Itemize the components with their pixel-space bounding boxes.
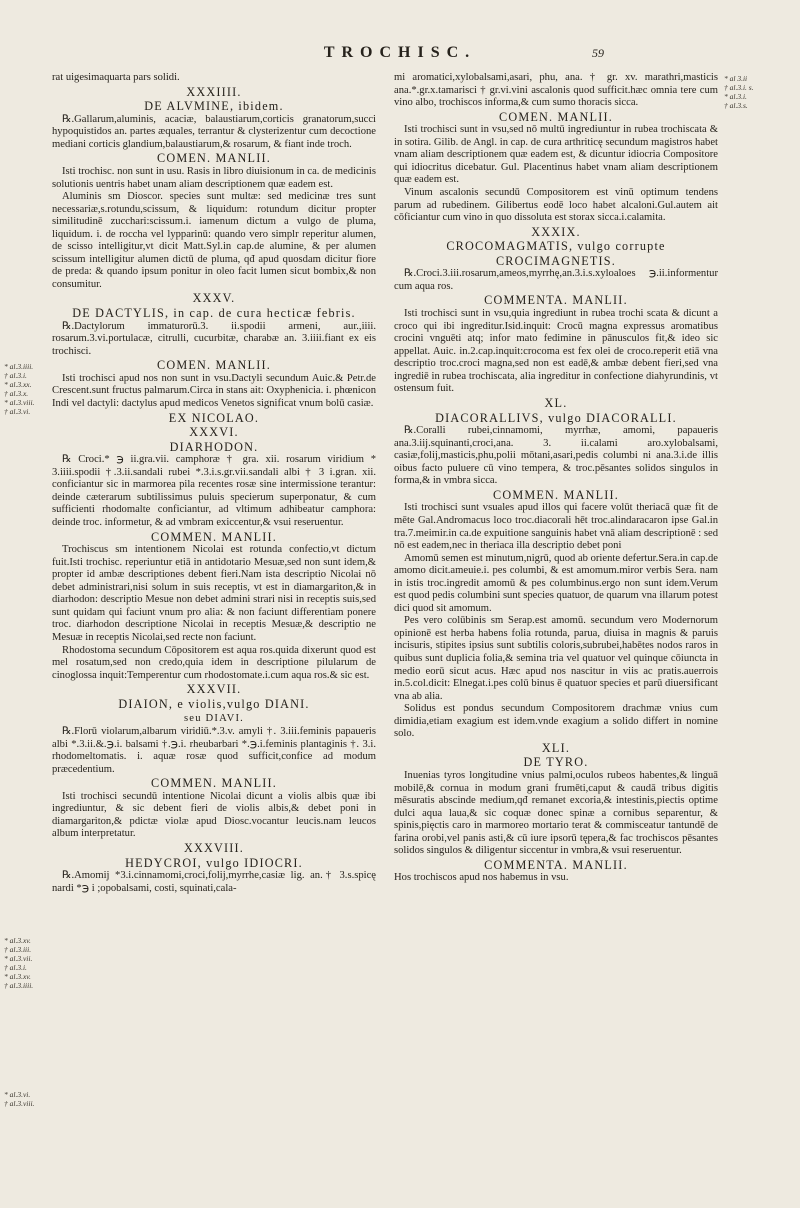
paragraph: Rhodostoma secundum Cōpositorem est aqua ros.quida dixerunt quod est mel rosatum,sed non credo,quia idem in descriptione pilularum de cinoglossa inquit:Temperentur cum rhodostomate.i.cum aqua ros.& sic est. bbox=[52, 644, 376, 681]
margin-note: * al.3.xv. bbox=[4, 936, 31, 945]
left-margin-notes bbox=[4, 362, 46, 416]
left-column bbox=[52, 72, 376, 895]
paragraph: Trochiscus sm intentionem Nicolai est rotunda confectio,vt dictum fuit.Isti trochisc. reperiuntur etiā in antidotario Mesuæ,sed non sunt idem,& propter id ambæ descriptiones debent fieri.Nam ista descriptio Nicolai nō debet administrari,nisi solum in suis receptis, vt est in diamargariton,& in diarhodon: descriptio Mesue non debet admini strari nisi in receptis suis,sed sunt quidam qui faciunt vnum pro alia: & non faciunt differentiam ponere troc. diarhodon descriptione Nicolai in receptis Mesuæ,& descriptio ne Mesuæ in receptis Nicolai,sed recte non faciunt. bbox=[52, 544, 376, 643]
section-heading: COMMEN. MANLII. bbox=[151, 776, 277, 791]
section-heading: DE DACTYLIS, in cap. de cura hecticæ febris. bbox=[72, 306, 356, 321]
paragraph: Isti trochisci sunt in vsu,sed nō multū ingrediuntur in rubea trochiscata & in sotira. Gilib. de Angl. in cap. de cura arthriticę secundum magistros habet vnam aliam descriptionem quæ eadem est, & dicuntur idiocria Compositore qui idiocritus dicebatur. Gul. Placentinus habet vnam aliam descriptionem quæ eadem est. bbox=[394, 124, 718, 186]
section-heading: COMMENTA. MANLII. bbox=[484, 857, 628, 872]
margin-note: * al.3.xv. bbox=[4, 972, 31, 981]
margin-note: † al.3.iiii. bbox=[4, 981, 34, 990]
section-heading: DE ALVMINE, ibidem. bbox=[144, 99, 284, 114]
paragraph: Isti trochisci apud nos non sunt in vsu.Dactyli secundum Auic.& Petr.de Crescent.sunt fructus palmarum.Circa in stans ait: Oxyphenicia. i. phœnicon Indi vel dactyli: dactylus apud medicos Venetos significat vnum bolū casiæ. bbox=[52, 372, 376, 409]
section-heading: COMEN. MANLII. bbox=[499, 109, 613, 124]
section-heading: CROCOMAGMATIS, vulgo corrupte bbox=[446, 239, 666, 254]
margin-note: * al.3.vii. bbox=[4, 954, 33, 963]
margin-note: † al.3.i. bbox=[4, 963, 27, 972]
right-column bbox=[394, 72, 718, 885]
margin-note: * al.3.xx. bbox=[4, 380, 32, 389]
margin-note: * al.3.iiii. bbox=[4, 362, 34, 371]
left-margin-notes bbox=[4, 936, 46, 990]
paragraph: Pes vero colūbinis sm Serap.est amomū. secundum vero Modernorum opinionē est herba habens folia rotunda, parua, diuisa in magnis & paruis incisuris, stipites ipsius sunt subtilis coloris,subrubei,habētes nodos raros in quibus sunt duplicia folia,& semina tria vel quatuor vel quinque cōiuncta in medio eorū sicut acus. Hæc apud nos nascitur in viis ac pratis.auerrois in.5.col.dicit: Elnegat.i.pes colū binus ē quatuor species et parū diuersificant vna ab alia. bbox=[394, 615, 718, 702]
paragraph: Amomū semen est minutum,nigrū, quod ab oriente defertur.Sera.in cap.de amomo dicit.ameuie.i. pes columbi, & est amomum.miror verbis Sera. nam in istis troc.ingredit amomū & pes columbinus.ergo non sunt idem.Verum est quod pedis columbini sunt species quatuor, de quarum vna illarum potest dici quod sit amomum. bbox=[394, 552, 718, 614]
paragraph: Isti trochisci sunt in vsu,quia ingrediunt in rubea trochi scata & dicunt a croco qui ibi ingreditur.Isid.inquit: Crocū magna expressus aromatibus crocini vnguēti atq; infor mato fedimine in pānusculos fit,& ideo sic appellat. Auic. in.2.cap.inquit:crocoma est fex olei de croco.reperit etiā vna descriptio troc.croci magna,sed non est eadē,& ambæ debent fieri,sed vna ingrediē in rubea trochiscata, alia ingreditur in confectione diahyrundinis, vt ostensum fuit. bbox=[394, 308, 718, 395]
margin-note: † al.3.i. bbox=[4, 371, 27, 380]
paragraph: Isti trochisci sunt vsuales apud illos qui facere volūt theriacā quæ fit de mēte Gal.Andromacus loco troc.diacorali hēt troc.alindaracaron ipse Gal.in tra.7.meimir.in ca.de expuitione sanguinis habet vnā aliam descriptionē : sed nō est eadem,nec in theriaca illa descriptio debet poni bbox=[394, 502, 718, 552]
section-heading: XXXV. bbox=[192, 291, 236, 306]
paragraph: mi aromatici,xylobalsami,asari, phu, ana. † gr. xv. marathri,masticis ana.*.gr.x.tamarisci † gr.vi.vini ascalonis quod sufficit.hæc omnia tere cum vino albo, trochiscos informa,& cum sumo thoracis sicca. bbox=[394, 72, 718, 109]
section-heading: COMMEN. MANLII. bbox=[493, 487, 619, 502]
section-heading: DIACORALLIVS, vulgo DIACORALLI. bbox=[435, 410, 677, 425]
margin-note: † al.3.iii. bbox=[4, 945, 32, 954]
section-heading: DIAION, e violis,vulgo DIANI. bbox=[118, 696, 310, 711]
paragraph: ℞.Croci.3.iii.rosarum,ameos,myrrhę,an.3.i.s.xyloaloes ℈.ii.informentur cum aqua ros. bbox=[394, 268, 718, 292]
paragraph: Vinum ascalonis secundū Compositorem est vinū optimum tendens parum ad rubedinem. Gilibertus eodē loco habet alcaloni.Gul.autem ait cōficiantur cum vino in quo dissoluta est storax sicca.i.calamita. bbox=[394, 186, 718, 224]
section-heading: XXXIX. bbox=[531, 224, 581, 239]
section-heading: XXXIIII. bbox=[186, 84, 242, 99]
section-heading: XL. bbox=[544, 395, 568, 410]
section-heading: DE TYRO. bbox=[523, 755, 589, 770]
left-margin-notes bbox=[4, 1090, 46, 1108]
paragraph: Isti trochisc. non sunt in usu. Rasis in libro diuisionum in ca. de medicinis solutionis uentris habet unam aliam descriptionem quæ eadem est. bbox=[52, 165, 376, 190]
section-heading: COMEN. MANLII. bbox=[157, 358, 271, 373]
margin-note: * al.3.vi. bbox=[4, 1090, 31, 1099]
running-head: TROCHISC. bbox=[323, 44, 477, 61]
section-heading: CROCIMAGNETIS. bbox=[495, 253, 617, 268]
section-heading: XXXVII. bbox=[186, 682, 242, 697]
page-header bbox=[0, 44, 800, 70]
paragraph: Hos trochiscos apud nos habemus in vsu. bbox=[394, 872, 569, 884]
margin-note: † al.3.vi. bbox=[4, 407, 31, 416]
section-heading: HEDYCROI, vulgo IDIOCRI. bbox=[125, 855, 303, 870]
paragraph: Solidus est pondus secundum Compositorem drachmæ vnius cum dimidia,etiam exagium est idem.vnde exagium a solido differt in nomine solo. bbox=[394, 703, 718, 740]
margin-note: † al.3.viii. bbox=[4, 1099, 35, 1108]
right-margin-notes bbox=[724, 74, 794, 110]
paragraph: Aluminis sm Dioscor. species sunt multæ: sed medicinæ tres sunt necessariæ,s.rotundu,scissum, & liquidum: rotundum dicitur propter similitudinē zucchari:scissum.i. iamenum dictum a vulgo de pluma, liquidum. i. de roccha vel lypparinū: quando vero simplr reperitur alumen, de scisso intelligitur,vt dicit Matt.Syl.in cap.de alumine, & per alumen scissum intelligitur alumen dictū de pluma, qđ apud quosdam dicitur fiore de preda: & quando ipsum ponitur in oleo facit lumen sicut bombix,& non consumitur. bbox=[52, 191, 376, 290]
paragraph: Isti trochisci secundū intentione Nicolai dicunt a violis albis quæ ibi ingrediuntur, & sic debent fieri de violis albis,& debet poni in diamargariton,& pdictæ violæ apud Diosc.vocantur leucis.nam leucos album interpretatur. bbox=[52, 790, 376, 840]
margin-note: † al.3.s. bbox=[724, 101, 748, 110]
page-number: 59 bbox=[592, 46, 604, 60]
paragraph: ℞.Dactylorum immaturorū.3. ii.spodii armeni, aur.,iiii. rosarum.3.vi.portulacæ, citrulli, cucurbitæ, charabæ an. 3.iiii.fiant ex eis trochisci. bbox=[52, 320, 376, 357]
margin-note: * al 3.ii bbox=[724, 74, 748, 83]
section-heading: XLI. bbox=[541, 740, 571, 755]
section-heading: XXXVIII. bbox=[183, 840, 245, 855]
section-heading: COMEN. MANLII. bbox=[157, 151, 271, 166]
section-heading: seu DIAVI. bbox=[183, 713, 245, 725]
section-heading: COMMENTA. MANLII. bbox=[484, 293, 628, 308]
section-heading: EX NICOLAO. bbox=[168, 410, 260, 425]
section-heading: DIARHODON. bbox=[169, 439, 259, 454]
paragraph: ℞ Croci.* ℈ ii.gra.vii. camphoræ † gra. xii. rosarum viridium * 3.iiii.spodii †.3.ii.sandali rubei *.3.i.s.gr.vii.sandali albi † 3 i.gran. xii. conficiantur sic in marmorea pila recentes rosæ sine intermissione terantur: deinde cæterarum subtilissimus puluis specierum superponatur, & cum sufficienti rhodomalte conficiantur, ad vltimum adhibeatur camphora: deinde troc. informetur, & ad vmbram exiccentur,& vsui reseruentur. bbox=[52, 454, 376, 529]
paragraph: ℞.Coralli rubei,cinnamomi, myrrhæ, amomi, papaueris ana.3.iij.squinanti,croci,ana. 3. ii.calami aro.xylobalsami, casiæ,folij,masticis,phu,polii mōtani,asari,pedis columbi ni ana.3.i.de illis oibus facto puluere cū vino tempera, & troc.pēsantes solidos singulos in forma,& in vmbra sicca. bbox=[394, 425, 718, 487]
paragraph: ℞.Amomij *3.i.cinnamomi,croci,folij,myrrhe,casiæ lig. an.† 3.s.spicę nardi *℈ i ;opobalsami, costi, squinati,cala- bbox=[52, 870, 376, 894]
paragraph: ℞.Gallarum,aluminis, acaciæ, balaustiarum,corticis granatorum,succi hypoquistidos an. partes æquales, terrantur & clysterizentur cum decoctione mediani corticis glandium,balaustiarum,& rosarum, & fiant inde troch. bbox=[52, 113, 376, 150]
section-heading: XXXVI. bbox=[189, 425, 239, 440]
margin-note: † al.3.x. bbox=[4, 389, 29, 398]
paragraph: Inuenias tyros longitudine vnius palmi,oculos rubeos habentes,& linguā mobilē,& cornua in modum grani frumēti,caput & caudā tribus digitis mēsuratis abscinde medium,qđ remanet excoria,& intestinis,piectis optime dulci aqua laua,& sic coquæ donec spinæ a cornibus separentur, & spinis,pięctis caro in marmoreo mortario terat & commisceatur tantundē de farina orobi,vel panis asti,& cū iure ipsorū tępera,& fac trochiscos pēsantes solidos singulos & diligentur siccentur in vmbra,& vsui reseruentur. bbox=[394, 770, 718, 857]
margin-note: † al.3.i. s. bbox=[724, 83, 754, 92]
section-heading: COMMEN. MANLII. bbox=[151, 529, 277, 544]
paragraph: rat uigesimaquarta pars solidi. bbox=[52, 72, 180, 83]
paragraph: ℞.Florū violarum,albarum viridiū.*.3.v. amyli †. 3.iii.feminis papaueris albi *.3.ii.&.℈.i. balsami †.℈.i. rheubarbari *.℈.i.feminis plantaginis †. 3.i. rhodomeltomatis. i. aquæ rosæ quod sufficit,confice ad modum præcedentium. bbox=[52, 725, 376, 775]
margin-note: * al.3.i. bbox=[724, 92, 747, 101]
margin-note: * al.3.viii. bbox=[4, 398, 35, 407]
